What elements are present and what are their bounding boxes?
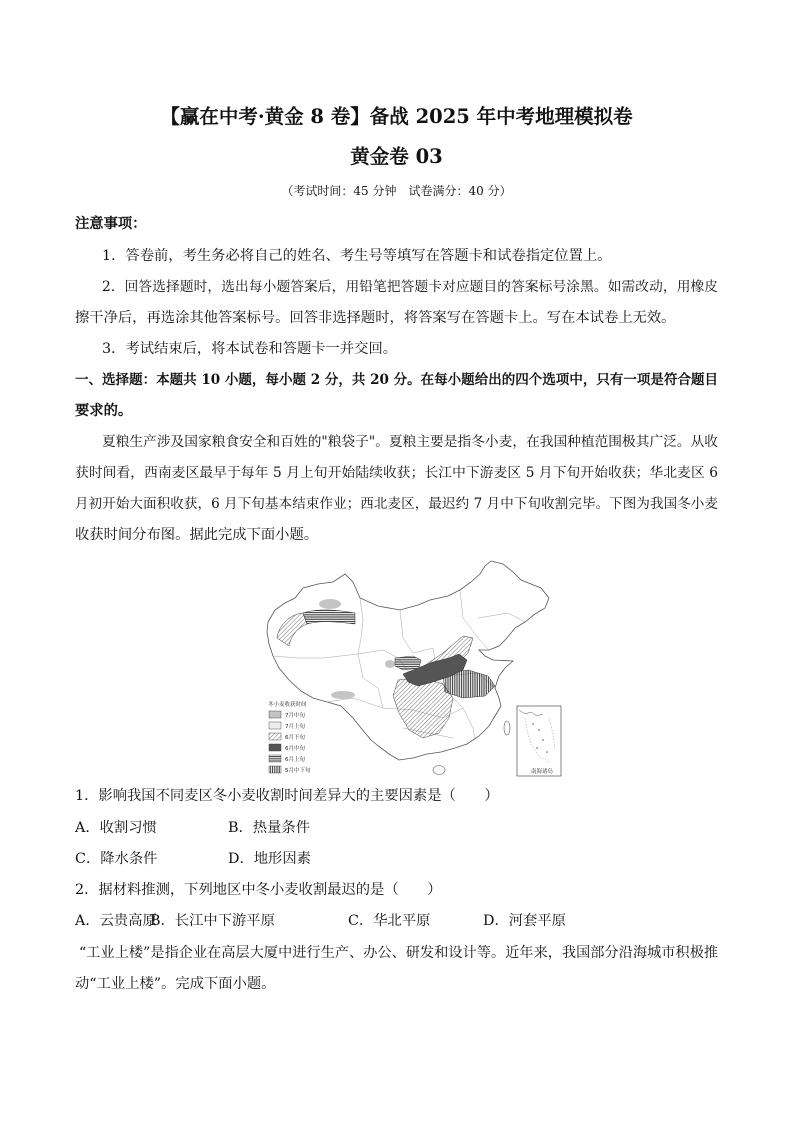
answer-option: A．收割习惯 [75, 820, 157, 836]
region-central-dark-core [449, 660, 461, 672]
legend-swatch [269, 744, 281, 751]
notice-line: 擦干净后，再选涂其他答案标号。回答非选择题时，将答案写在答题卡上。写在本试卷上无效。 [75, 310, 676, 326]
region-xinjiang-horizontal [303, 610, 355, 624]
legend-label: 6月中旬 [285, 746, 305, 752]
wheat-harvest-map [263, 558, 563, 780]
exam-subtitle: 黄金卷 03 [350, 145, 443, 168]
legend-swatch [269, 733, 281, 740]
answer-option: A．云贵高原 [75, 913, 157, 929]
section-heading: 一、选择题：本题共 10 小题，每小题 2 分，共 20 分。在每小题给出的四个选项中，只有一项是符合题目 [75, 372, 718, 388]
material-paragraph-line: 获时间看，西南麦区最早于每年 5 月上旬开始陆续收获；长江中下游麦区 5 月下旬开始收获；华北麦区 6 [75, 465, 718, 481]
question-stem: 1．影响我国不同麦区冬小麦收割时间差异大的主要因素是（ ） [75, 788, 499, 804]
legend-swatch [269, 755, 281, 762]
legend-label: 7月中旬 [285, 713, 305, 719]
material-paragraph-line: 月初开始大面积收获，6 月下旬基本结束作业；西北麦区，最迟约 7 月中下旬收割完毕。下图为我国冬小麦 [75, 496, 718, 512]
legend-swatch [269, 766, 281, 773]
legend-label: 7月上旬 [285, 724, 305, 730]
notice-heading: 注意事项： [75, 216, 147, 232]
answer-option: B．热量条件 [228, 820, 310, 836]
notice-line: 3．考试结束后，将本试卷和答题卡一并交回。 [102, 341, 398, 357]
legend-swatch [269, 711, 281, 718]
notice-line: 2．回答选择题时，选出每小题答案后，用铅笔把答题卡对应题目的答案标号涂黑。如需改动，用橡皮 [102, 279, 718, 295]
notice-line: 1．答卷前，考生务必将自己的姓名、考生号等填写在答题卡和试卷指定位置上。 [102, 248, 612, 264]
map-legend [268, 700, 311, 774]
region-gansu-horizontal [395, 656, 421, 670]
region-tibet-gray [331, 691, 355, 699]
material-paragraph-line: 夏粮生产涉及国家粮食安全和百姓的"粮袋子"。夏粮主要是指冬小麦，在我国种植范围极其广泛。从收 [102, 434, 718, 450]
legend-title: 冬小麦收获时间 [268, 702, 307, 708]
taiwan-island [504, 721, 510, 735]
region-7-mid-north-xinjiang [319, 599, 341, 609]
inset-label: 南海诸岛 [531, 769, 554, 775]
south-china-sea-inset [517, 706, 561, 776]
section-heading: 要求的。 [75, 403, 133, 419]
material-paragraph-line: 收获时间分布图。据此完成下面小题。 [75, 527, 319, 543]
material-paragraph-line: 动“工业上楼”。完成下面小题。 [75, 976, 276, 992]
answer-option: D．地形因素 [228, 851, 311, 867]
answer-option: C．降水条件 [75, 851, 158, 867]
region-qinghai-gray [385, 660, 395, 668]
inset-frame [517, 706, 561, 776]
question-stem: 2．据材料推测，下列地区中冬小麦收割最迟的是（ ） [75, 882, 442, 898]
material-paragraph-line: “工业上楼”是指企业在高层大厦中进行生产、办公、研发和设计等。近年来，我国部分沿海城市积极推 [79, 945, 718, 961]
exam-time-and-score: （考试时间：45 分钟 试卷满分：40 分） [281, 184, 512, 198]
answer-option: C．华北平原 [348, 913, 431, 929]
legend-label: 6月下旬 [285, 735, 305, 741]
legend-label: 5月中下旬 [285, 768, 311, 774]
hainan-island [433, 766, 445, 775]
legend-swatch [269, 722, 281, 729]
answer-option: D．河套平原 [483, 913, 566, 929]
legend-label: 6月上旬 [285, 757, 305, 763]
exam-title: 【赢在中考·黄金 8 卷】备战 2025 年中考地理模拟卷 [160, 105, 633, 128]
answer-option: B．长江中下游平原 [150, 913, 275, 929]
